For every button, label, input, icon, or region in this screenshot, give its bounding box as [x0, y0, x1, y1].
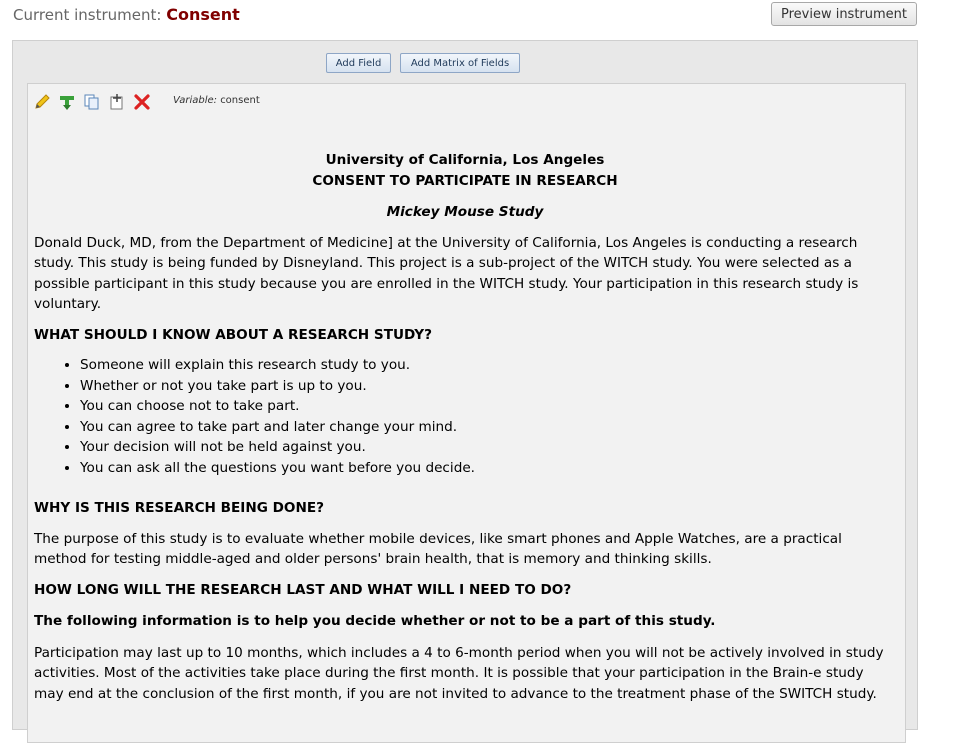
add-matrix-button[interactable]: Add Matrix of Fields [400, 53, 520, 73]
pencil-icon[interactable] [32, 92, 52, 112]
list-item: • Someone will explain this research study to you. [80, 355, 896, 376]
consent-document [34, 150, 896, 704]
field-container [27, 83, 906, 743]
list-item: • You can agree to take part and later change your mind. [80, 417, 896, 438]
variable-prefix: Variable: [173, 95, 217, 106]
instrument-name: Consent [166, 5, 240, 24]
university-heading: University of California, Los Angeles [325, 152, 605, 168]
preview-instrument-button[interactable]: Preview instrument [771, 2, 917, 26]
variable-label [173, 95, 260, 106]
section-heading: WHAT SHOULD I KNOW ABOUT A RESEARCH STUDY? [34, 326, 433, 343]
info-list [34, 355, 896, 478]
delete-icon[interactable] [132, 92, 152, 112]
study-name: Mickey Mouse Study [386, 204, 544, 220]
variable-name: consent [220, 95, 260, 106]
field-editor-panel [12, 40, 918, 730]
consent-title: CONSENT TO PARTICIPATE IN RESEARCH [312, 172, 618, 189]
section-heading: WHY IS THIS RESEARCH BEING DONE? [34, 500, 325, 516]
branching-logic-icon[interactable] [57, 92, 77, 112]
instrument-header [0, 0, 960, 36]
add-field-button[interactable]: Add Field [326, 53, 391, 73]
list-item: • Your decision will not be held against you. [80, 437, 896, 458]
current-instrument-label: Current instrument: [13, 6, 162, 24]
copy-icon[interactable] [82, 92, 102, 112]
purpose-paragraph: The purpose of this study is to evaluate whether mobile devices, like smart phones and Apple Watches, are a practical method for testing middle-aged and older persons' brain health, that is memory and thinking skills. [34, 530, 842, 567]
intro-paragraph: Donald Duck, MD, from the Department of Medicine] at the University of California, Los Angeles is conducting a research study. This study is being funded by Disneyland. This project is a sub-project of the WITCH study. You were selected as a possible participant in this study because you are enrolled in the WITCH study. Your participation in this research study is voluntary. [34, 234, 859, 312]
list-item: • You can ask all the questions you want before you decide. [80, 458, 896, 479]
list-item: • Whether or not you take part is up to you. [80, 376, 896, 397]
move-icon[interactable] [107, 92, 127, 112]
section-heading: HOW LONG WILL THE RESEARCH LAST AND WHAT WILL I NEED TO DO? [34, 581, 572, 598]
list-item: • You can choose not to take part. [80, 396, 896, 417]
current-instrument [13, 5, 240, 24]
section-subheading: The following information is to help you decide whether or not to be a part of this study. [34, 613, 716, 629]
field-actions [32, 92, 157, 112]
participation-paragraph: Participation may last up to 10 months, which includes a 4 to 6-month period when you will not be actively involved in study activities. Most of the activities take place during the first month. It is possible that your participation in the Brain-e study may end at the conclusion of the first month, if you are not invited to advance to the treatment phase of the SWITCH study. [34, 644, 884, 702]
